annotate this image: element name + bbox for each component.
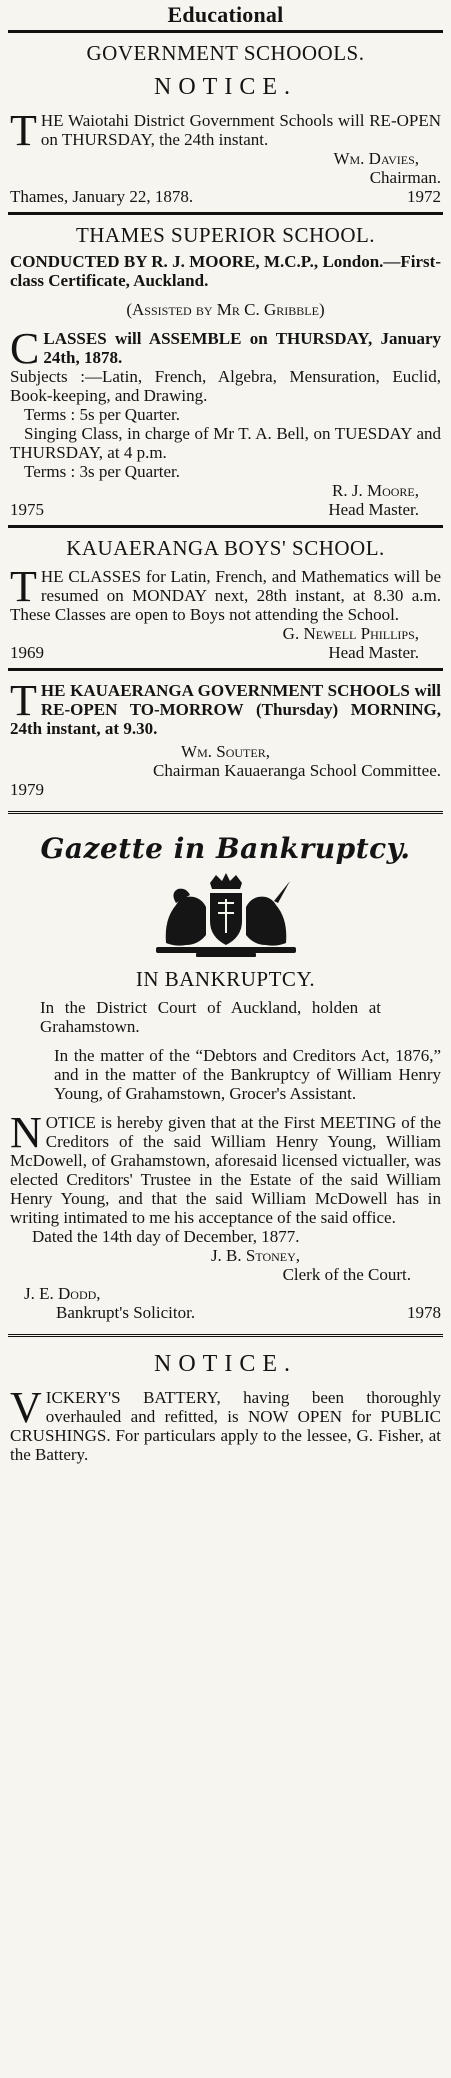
ad-thames-superior-school (8, 215, 443, 525)
assisted-by: (Assisted by Mr C. Gribble) (126, 300, 325, 319)
matter-of: In the matter of the “Debtors and Creditors Act, 1876,” and in the matter of the Bankruptcy of William Henry Young, of Grahamstown, Grocer's Assistant. (54, 1046, 441, 1103)
ad-number: 1975 (10, 500, 44, 519)
ad-text: HE CLASSES for Latin, French, and Mathematics will be resumed on MONDAY next, 28th instant, at 8.30 a.m. These Classes are open to Boys not attending the School. (10, 567, 441, 624)
ad-footer (10, 500, 441, 519)
signer-role: Chairman Kauaeranga School Committee. (153, 761, 441, 780)
singing-class: Singing Class, in charge of Mr T. A. Bell, on TUESDAY and THURSDAY, at 4 p.m. (10, 424, 441, 462)
ad-heading: KAUAERANGA BOYS' SCHOOL. (66, 536, 385, 560)
signer-name: R. J. Moore, (332, 481, 419, 500)
notice-text: OTICE is hereby given that at the First MEETING of the Creditors of the said William Henry Young, William McDowell, of Grahamstown, aforesaid licensed victualler, was elected Creditors' Trustee in the Estate of the said William Henry Young, and that the said William McDowell has in writing intimated to me his acceptance of the said office. (10, 1113, 441, 1227)
drop-cap: C (10, 324, 40, 373)
signer-role: Head Master. (328, 500, 419, 519)
signer-name: Wm. Davies, (333, 149, 419, 168)
terms-1: Terms : 5s per Quarter. (24, 405, 181, 424)
ad-text: LASSES will ASSEMBLE on THURSDAY, January 24th, 1878. (43, 329, 441, 367)
ad-government-schools (8, 33, 443, 212)
gazette-title: Gazette in Bankruptcy. (40, 832, 411, 865)
bankruptcy-heading: IN BANKRUPTCY. (135, 967, 316, 991)
section-title: Educational (167, 2, 284, 27)
ad-number: 1978 (407, 1303, 441, 1322)
notice-footer (10, 1303, 441, 1322)
ad-text: HE KAUAERANGA GOVERNMENT SCHOOLS will RE-OPEN TO-MORROW (Thursday) MORNING, 24th instant, at 9.30. (10, 681, 441, 738)
ad-number: 1972 (407, 187, 441, 206)
notice-body (10, 1108, 441, 1227)
notice-heading: NOTICE. (154, 74, 297, 100)
ad-body (10, 106, 441, 155)
notice-heading: NOTICE. (154, 1351, 297, 1377)
coat-of-arms-icon (10, 873, 441, 959)
ad-body (10, 1383, 441, 1464)
ad-body (10, 676, 441, 738)
terms-2: Terms : 3s per Quarter. (24, 462, 181, 481)
ad-footer (10, 187, 441, 206)
drop-cap: T (10, 676, 37, 725)
solicitor-name: J. E. Dodd, (24, 1284, 101, 1303)
ad-text: HE Waiotahi District Government Schools will RE-OPEN on THURSDAY, the 24th instant. (40, 111, 441, 149)
ad-kauaeranga-government-schools (8, 671, 443, 805)
ad-heading: THAMES SUPERIOR SCHOOL. (75, 223, 376, 247)
subjects: Subjects :—Latin, French, Algebra, Mensuration, Euclid, Book-keeping, and Drawing. (10, 367, 441, 405)
signer-role: Head Master. (328, 643, 419, 662)
signer-name: G. Newell Phillips, (282, 624, 419, 643)
ad-number: 1969 (10, 643, 44, 662)
court-name: In the District Court of Auckland, holden at Grahamstown. (40, 998, 381, 1036)
ad-footer (10, 643, 441, 662)
drop-cap: T (10, 106, 37, 155)
signer-role: Chairman. (369, 168, 441, 187)
gazette-bankruptcy (8, 814, 443, 1328)
ad-body (10, 562, 441, 624)
drop-cap: T (10, 562, 37, 611)
clerk-name: J. B. Stoney, (210, 1246, 301, 1265)
ad-number: 1979 (10, 780, 44, 799)
ad-vickerys-battery (8, 1337, 443, 1470)
ad-body (10, 324, 441, 373)
conducted-by: CONDUCTED BY R. J. MOORE, M.C.P., London.—First-class Certificate, Auckland. (10, 252, 441, 290)
solicitor-role: Bankrupt's Solicitor. (56, 1303, 196, 1322)
ad-kauaeranga-boys-school (8, 528, 443, 668)
ad-date: Thames, January 22, 1878. (10, 187, 194, 206)
clerk-role: Clerk of the Court. (282, 1265, 411, 1284)
drop-cap: V (10, 1383, 42, 1432)
ad-text: ICKERY'S BATTERY, having been thoroughly overhauled and refitted, is NOW OPEN for PUBLIC CRUSHINGS. For particulars apply to the lessee, G. Fisher, at the Battery. (10, 1388, 441, 1464)
dated: Dated the 14th day of December, 1877. (32, 1227, 300, 1246)
ad-heading: GOVERNMENT SCHOOOLS. (86, 41, 365, 65)
drop-cap: N (10, 1108, 42, 1157)
signer-name: Wm. Souter, (181, 742, 270, 761)
